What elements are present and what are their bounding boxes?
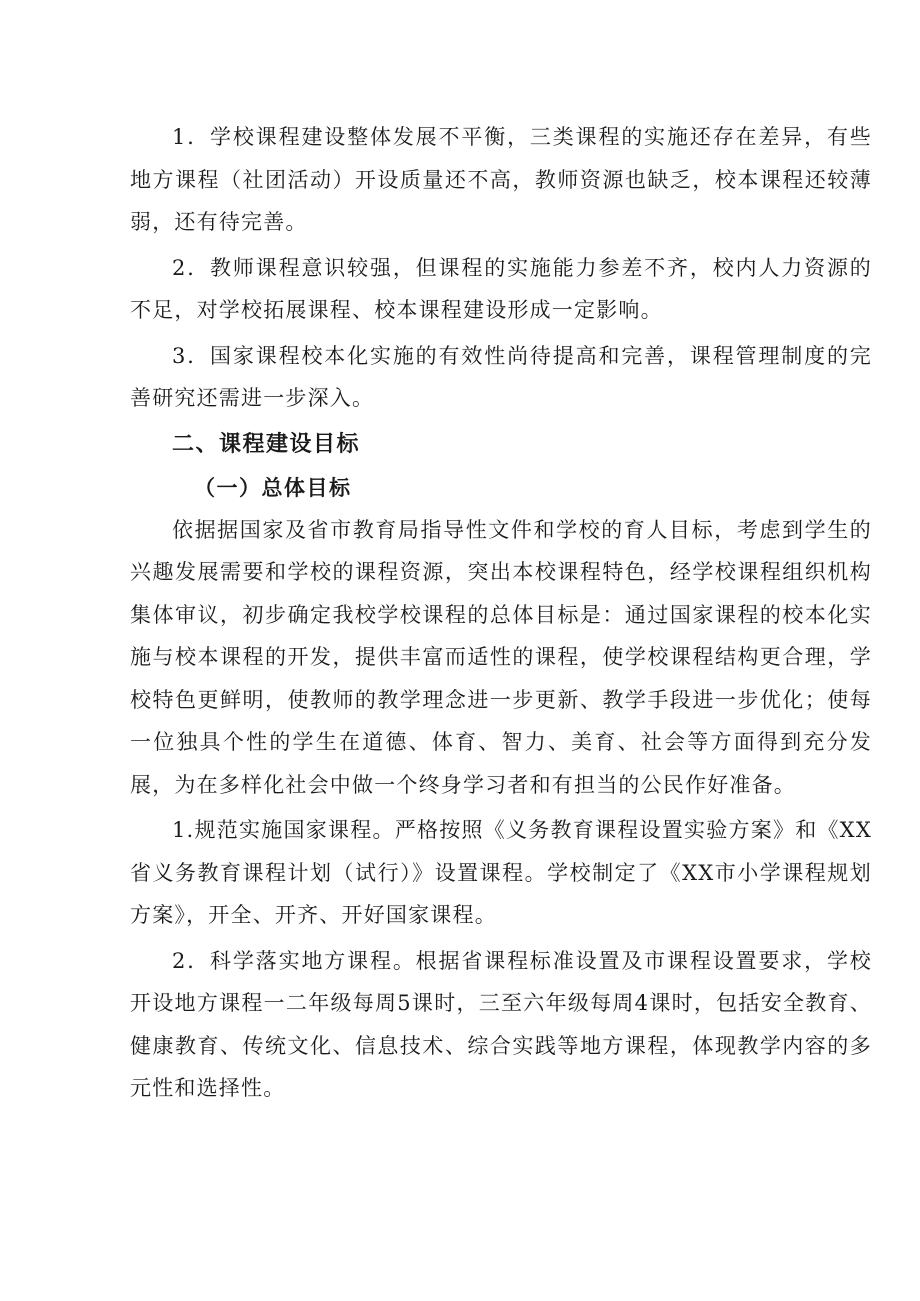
subsection-heading: （一）总体目标: [194, 475, 352, 500]
paragraph-issue-3: 3．国家课程校本化实施的有效性尚待提高和完善，课程管理制度的完善研究还需进一步深入。: [130, 343, 872, 410]
document-body: [130, 116, 872, 1110]
section-heading: 二、课程建设目标: [172, 431, 361, 457]
paragraph-overall-goal: 依据据国家及省市教育局指导性文件和学校的育人目标，考虑到学生的兴趣发展需要和学校的课程资源，突出本校课程特色，经学校课程组织机构集体审议，初步确定我校学校课程的总体目标是：通过国家课程的校本化实施与校本课程的开发，提供丰富而适性的课程，使学校课程结构更合理，学校特色更鲜明，使教师的教学理念进一步更新、教学手段进一步优化；使每一位独具个性的学生在道德、体育、智力、美育、社会等方面得到充分发展，为在多样化社会中做一个终身学习者和有担当的公民作好准备。: [130, 517, 872, 797]
paragraph-national-curriculum: 1.规范实施国家课程。严格按照《义务教育课程设置实验方案》和《XX省义务教育课程计划（试行）》设置课程。学校制定了《XX市小学课程规划方案》，开全、开齐、开好国家课程。: [130, 818, 872, 927]
paragraph-issue-2: 2．教师课程意识较强，但课程的实施能力参差不齐，校内人力资源的不足，对学校拓展课程、校本课程建设形成一定影响。: [130, 255, 872, 322]
paragraph-issue-1: 1．学校课程建设整体发展不平衡，三类课程的实施还存在差异，有些地方课程（社团活动）开设质量还不高，教师资源也缺乏，校本课程还较薄弱，还有待完善。: [130, 125, 872, 234]
paragraph-local-curriculum: 2．科学落实地方课程。根据省课程标准设置及市课程设置要求，学校开设地方课程一二年级每周5课时，三至六年级每周4课时，包括安全教育、健康教育、传统文化、信息技术、综合实践等地方课程，体现教学内容的多元性和选择性。: [130, 948, 872, 1100]
